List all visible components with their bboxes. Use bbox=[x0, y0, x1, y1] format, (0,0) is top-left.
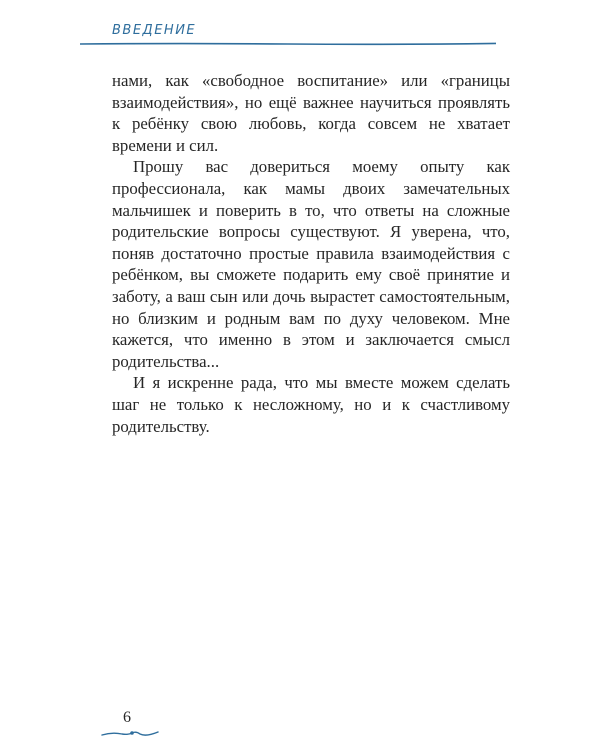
header-rule bbox=[80, 40, 496, 48]
page-number: 6 bbox=[123, 709, 131, 726]
section-title: ВВЕДЕНИЕ bbox=[112, 23, 197, 38]
page-footer bbox=[0, 700, 600, 750]
page-header bbox=[0, 0, 600, 60]
paragraph-closing: И я искренне рада, что мы вместе можем сделать шаг не только к несложному, но и к счастливому родительству. bbox=[112, 373, 510, 436]
paragraph-continuation: нами, как «свободное воспитание» или «границы взаимодействия», но ещё важнее научиться проявлять к ребёнку свою любовь, когда совсем не хватает времени и сил. bbox=[112, 71, 510, 155]
footer-scribble-icon bbox=[100, 726, 160, 740]
body-text bbox=[112, 70, 510, 437]
header-rule-line bbox=[80, 43, 496, 44]
paragraph-trust: Прошу вас довериться моему опыту как профессионала, как мамы двоих замечательных мальчишек и поверить в то, что ответы на сложные родительские вопросы существуют. Я уверена, что, поняв достаточно простые правила взаимодействия с ребёнком, вы сможете подарить ему своё принятие и заботу, а ваш сын или дочь вырастет самостоятельным, но близким и родным вам по духу человеком. Мне кажется, что именно в этом и заключается смысл родительства... bbox=[112, 157, 510, 371]
